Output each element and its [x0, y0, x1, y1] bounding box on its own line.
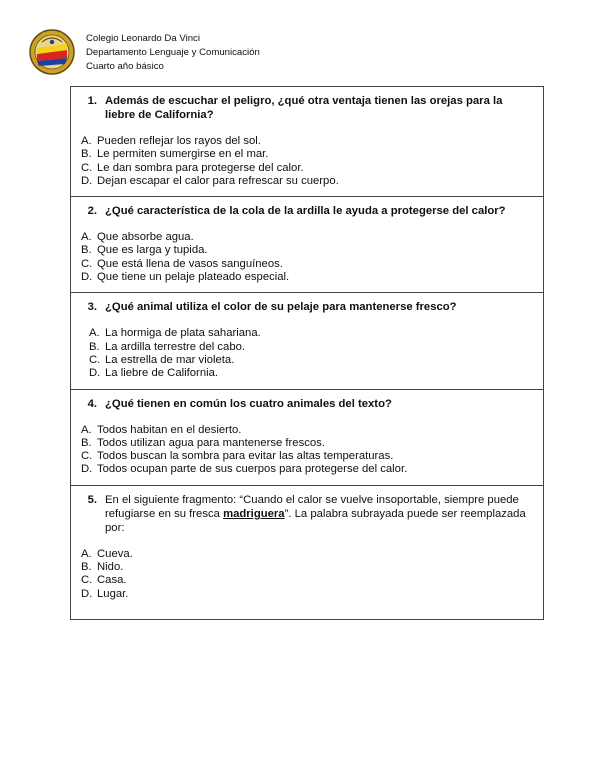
- question-stem: [81, 397, 533, 411]
- option-text: Dejan escapar el calor para refrescar su cuerpo.: [97, 174, 339, 187]
- question-number: 4.: [87, 397, 97, 410]
- option-text: Lugar.: [97, 587, 129, 600]
- question-2: [71, 197, 543, 293]
- answer-option: [81, 341, 533, 354]
- option-text: La estrella de mar violeta.: [105, 353, 235, 366]
- option-letter: C.: [81, 161, 93, 174]
- option-text: Que está llena de vasos sanguíneos.: [97, 257, 283, 270]
- option-text: Cueva.: [97, 547, 133, 560]
- option-letter: B.: [81, 436, 92, 449]
- option-letter: D.: [89, 367, 101, 380]
- option-letter: C.: [89, 353, 101, 366]
- grade-level: Cuarto año básico: [86, 61, 164, 72]
- answer-option: [81, 463, 533, 476]
- question-stem: [81, 300, 533, 314]
- option-letter: D.: [81, 271, 93, 284]
- answer-option: [81, 327, 533, 340]
- option-text: Nido.: [97, 561, 124, 574]
- answer-option: [81, 424, 533, 437]
- option-text: Todos buscan la sombra para evitar las altas temperaturas.: [97, 450, 394, 463]
- question-text: ¿Qué característica de la cola de la ardilla le ayuda a protegerse del calor?: [105, 205, 506, 218]
- department-name: Departamento Lenguaje y Comunicación: [86, 47, 260, 58]
- question-5: [71, 486, 543, 619]
- option-letter: B.: [81, 561, 92, 574]
- question-text-after: ”. La palabra subrayada puede ser reemplazada por:: [105, 507, 526, 534]
- question-stem: [81, 94, 533, 122]
- answer-option: [81, 588, 533, 601]
- option-letter: A.: [81, 135, 92, 147]
- option-text: Le dan sombra para protegerse del calor.: [97, 161, 304, 174]
- answer-option: [81, 231, 533, 244]
- answer-option: [81, 162, 533, 175]
- school-name: Colegio Leonardo Da Vinci: [86, 33, 200, 44]
- option-text: Pueden reflejar los rayos del sol.: [97, 135, 261, 147]
- question-4: [71, 390, 543, 486]
- question-text: [105, 493, 533, 535]
- option-text: La hormiga de plata sahariana.: [105, 327, 261, 340]
- question-stem: [81, 204, 533, 218]
- question-text-before: En el siguiente fragmento: “Cuando el calor se vuelve insoportable, siempre puede refugiarse en su fresca: [105, 493, 519, 520]
- question-text: ¿Qué animal utiliza el color de su pelaje para mantenerse fresco?: [105, 301, 457, 314]
- answer-option: [81, 450, 533, 463]
- question-stem: [81, 493, 533, 535]
- option-letter: C.: [81, 574, 93, 587]
- answer-option: [81, 437, 533, 450]
- option-letter: A.: [89, 327, 100, 340]
- option-letter: D.: [81, 174, 93, 187]
- question-number: 5.: [87, 493, 97, 506]
- option-letter: D.: [81, 587, 93, 600]
- underlined-word: madriguera: [223, 507, 285, 520]
- question-text: ¿Qué tienen en común los cuatro animales del texto?: [105, 397, 392, 410]
- option-letter: A.: [81, 231, 92, 244]
- answer-option: [81, 561, 533, 574]
- question-text: Además de escuchar el peligro, ¿qué otra ventaja tienen las orejas para la liebre de California?: [105, 95, 503, 121]
- option-letter: B.: [89, 340, 100, 353]
- option-letter: B.: [81, 148, 92, 161]
- answer-option: [81, 244, 533, 257]
- answer-option: [81, 148, 533, 161]
- option-letter: A.: [81, 423, 92, 436]
- option-letter: C.: [81, 450, 93, 463]
- answer-option: [81, 548, 533, 561]
- option-text: Todos utilizan agua para mantenerse frescos.: [97, 436, 325, 449]
- option-letter: C.: [81, 257, 93, 270]
- question-number: 3.: [87, 301, 97, 314]
- option-letter: D.: [81, 463, 93, 476]
- option-text: La liebre de California.: [105, 367, 219, 380]
- question-3: [71, 293, 543, 389]
- question-1: [71, 87, 543, 197]
- option-text: Que absorbe agua.: [97, 231, 194, 244]
- document-header: [28, 28, 428, 78]
- question-number: 1.: [87, 95, 97, 107]
- option-text: Le permiten sumergirse en el mar.: [97, 148, 269, 161]
- answer-option: [81, 354, 533, 367]
- school-crest-icon: [28, 28, 76, 76]
- option-text: Todos ocupan parte de sus cuerpos para protegerse del calor.: [97, 463, 408, 476]
- option-letter: A.: [81, 547, 92, 560]
- option-text: Que tiene un pelaje plateado especial.: [97, 271, 290, 284]
- answer-option: [81, 135, 533, 148]
- answer-option: [81, 271, 533, 284]
- answer-option: [81, 258, 533, 271]
- answer-option: [81, 367, 533, 380]
- answer-option: [81, 175, 533, 188]
- option-text: Casa.: [97, 574, 127, 587]
- quiz-table: [70, 86, 544, 620]
- option-text: Todos habitan en el desierto.: [97, 423, 242, 436]
- option-text: Que es larga y tupida.: [97, 244, 208, 257]
- option-text: La ardilla terrestre del cabo.: [105, 340, 246, 353]
- answer-option: [81, 574, 533, 587]
- option-letter: B.: [81, 244, 92, 257]
- question-number: 2.: [87, 205, 97, 218]
